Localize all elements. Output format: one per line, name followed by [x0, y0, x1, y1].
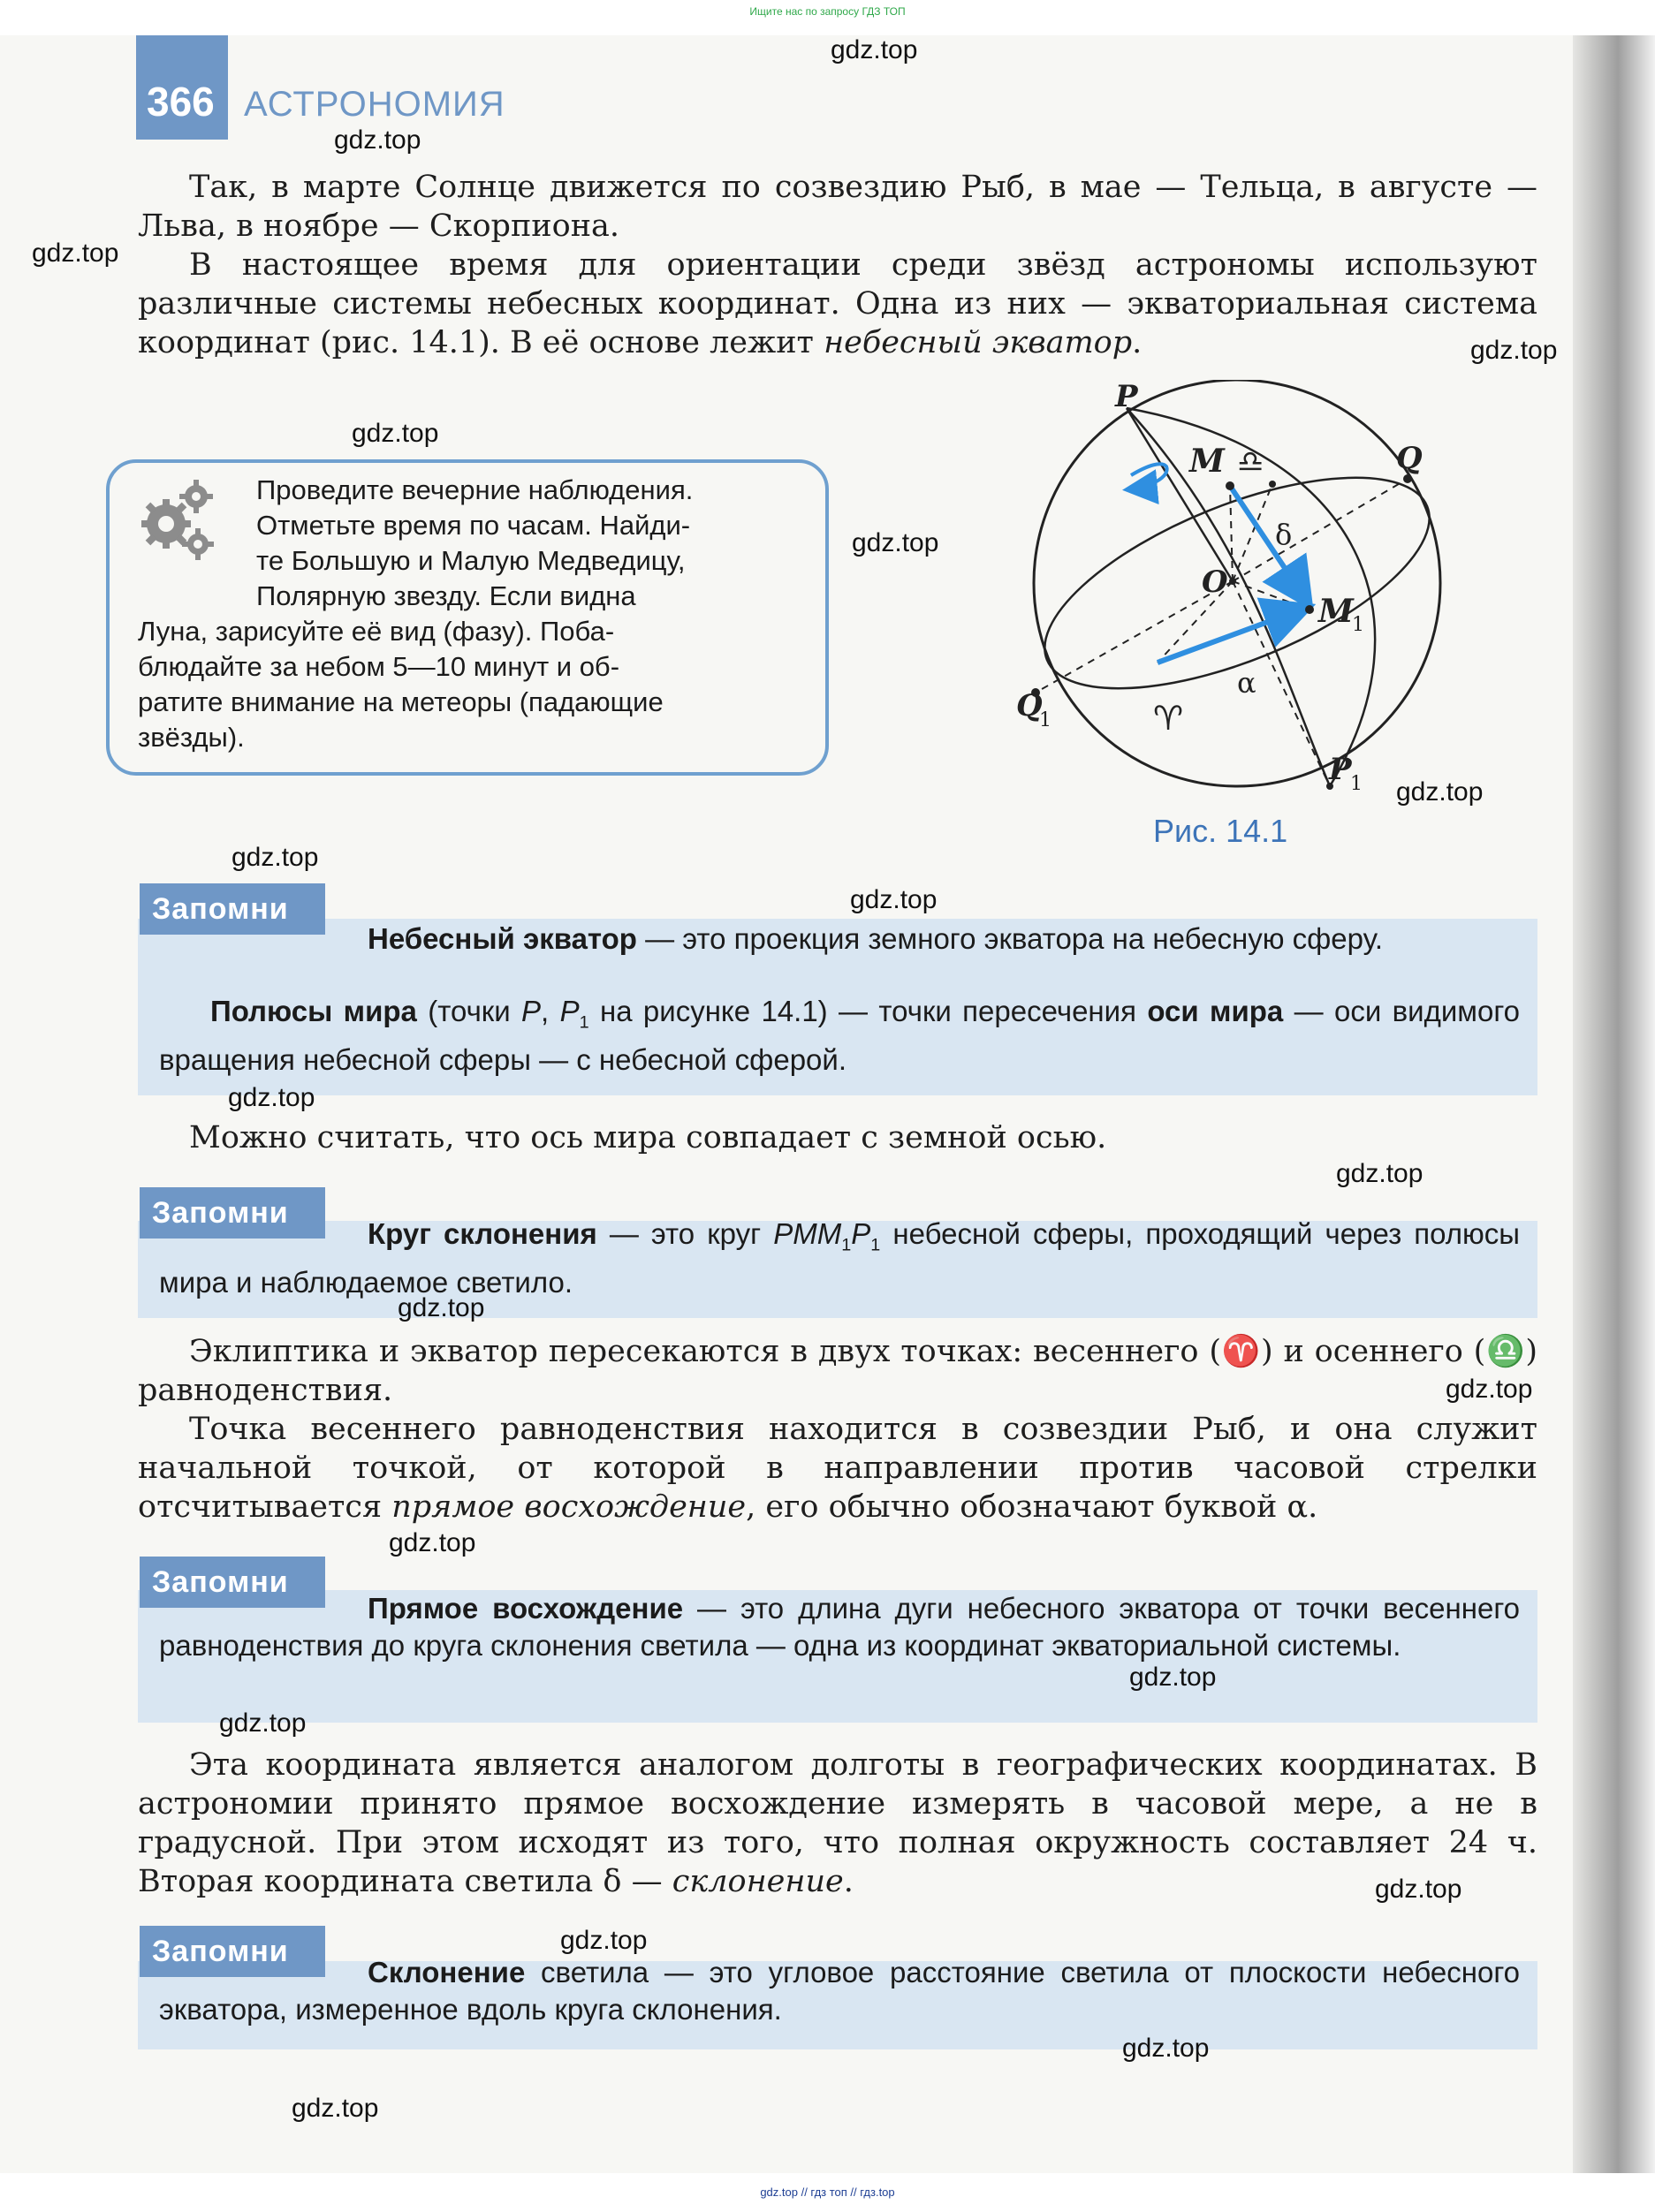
label-P1-sub: 1: [1350, 773, 1363, 795]
watermark: gdz.top: [334, 125, 421, 155]
watermark: gdz.top: [1375, 1875, 1462, 1904]
paragraph-6-text-a: Эта координата является аналогом долготы в географических координатах. В астрономии принято прямое восхождение измерять в часовой мере, а не в градусной. При этом исходят из того, что полная окружность составляет 24 ч. Вторая координата светила δ —: [138, 1747, 1537, 1899]
label-O: O: [1202, 564, 1228, 600]
point-M1: [1305, 605, 1314, 614]
watermark: gdz.top: [292, 2094, 379, 2123]
poles-p1: P: [559, 995, 580, 1027]
top-banner: Ищите нас по запросу ГДЗ ТОП: [749, 5, 906, 18]
label-Q1: Q: [1016, 688, 1043, 723]
watermark: gdz.top: [1446, 1375, 1533, 1404]
paragraph-5: [138, 1410, 1537, 1526]
task-line-3: те Большую и Малую Медведицу,: [256, 545, 686, 576]
remember-4-definition: [159, 1954, 1520, 2028]
paragraph-2: В настоящее время для ориентации среди звёзд астрономы используют различные системы небесных координат. Одна из них — экваториальная система координат (рис. 14.1). В её основе лежит небесный экватор.: [138, 247, 1537, 360]
watermark: gdz.top: [1396, 777, 1484, 807]
page-spine-shadow: [1573, 35, 1655, 2173]
gears-icon: [133, 475, 221, 564]
paragraph-5-text-a: Точка весеннего равноденствия находится в созвездии Рыб, и она служит начальной точкой, от которой в направлении против часовой стрелки отсчитывается: [138, 1412, 1537, 1525]
remember-tab-3: Запомни: [140, 1557, 325, 1608]
label-Q: Q: [1396, 441, 1423, 476]
radius-to-M: [1230, 486, 1233, 581]
remember-tab-1: Запомни: [140, 883, 325, 935]
libra-icon: ♎: [1237, 444, 1264, 480]
rotation-arrow: [1129, 464, 1167, 489]
watermark: gdz.top: [389, 1528, 476, 1557]
term-celestial-equator: небесный экватор: [824, 325, 1133, 360]
watermark: gdz.top: [228, 1083, 315, 1112]
watermark: gdz.top: [852, 528, 939, 557]
term-declination-italic: склонение: [672, 1864, 844, 1899]
point-O: [1229, 578, 1236, 585]
term-right-ascension: Прямое восхождение: [368, 1592, 684, 1625]
term-declination-circle: Круг склонения: [368, 1217, 597, 1250]
poles-sub: 1: [579, 1012, 589, 1033]
remember-4-text: светила — это угловое расстояние светила от плоскости небесного экватора, измеренное вдоль круга склонения.: [159, 1956, 1520, 2026]
watermark: gdz.top: [1470, 336, 1558, 365]
chapter-title: АСТРОНОМИЯ: [244, 85, 505, 124]
poles-text-a: (точки: [416, 995, 522, 1027]
label-delta: δ: [1275, 518, 1293, 551]
remember-tab-2: Запомни: [140, 1187, 325, 1239]
remember-2-definition: [159, 1216, 1520, 1301]
task-line-8: звёзды).: [138, 722, 245, 753]
paragraph-5-text-b: , его обычно обозначают буквой α.: [746, 1489, 1318, 1525]
bottom-banner: gdz.top // гдз топ // гдз.top: [760, 2185, 895, 2199]
watermark: gdz.top: [850, 885, 938, 914]
remember-1-definition: [159, 920, 1520, 958]
alpha-arrow: [1158, 608, 1306, 663]
watermark: gdz.top: [219, 1708, 307, 1738]
remember-tab-4: Запомни: [140, 1926, 325, 1977]
term-world-axis: оси мира: [1147, 995, 1284, 1027]
point-M: [1226, 481, 1234, 490]
task-line-4: Полярную звезду. Если видна: [256, 580, 636, 611]
term-celestial-equator-bold: Небесный экватор: [368, 922, 637, 955]
task-line-6: блюдайте за небом 5—10 минут и об-: [138, 651, 620, 682]
paragraph-2-text: В настоящее время для ориентации среди звёзд астрономы используют различные системы небесных координат. Одна из них — экваториальная система координат (рис. 14.1). В её основе лежит: [138, 247, 1537, 360]
circle-p: P: [851, 1217, 871, 1250]
paragraph-6: [138, 1746, 1537, 1901]
watermark: gdz.top: [1129, 1663, 1217, 1692]
poles-comma: ,: [541, 995, 560, 1027]
page-number: 366: [147, 79, 215, 125]
label-Q1-sub: 1: [1039, 709, 1051, 731]
term-world-poles: Полюсы мира: [210, 995, 417, 1027]
poles-text-b: на рисунке 14.1) — точки пересечения: [588, 995, 1148, 1027]
circle-sub: 1: [841, 1235, 852, 1255]
delta-arrow: [1230, 486, 1308, 602]
watermark: gdz.top: [1122, 2034, 1210, 2063]
aries-icon: ♈: [1153, 699, 1184, 738]
remember-1-def-text: — это проекция земного экватора на небесную сферу.: [636, 922, 1383, 955]
remember-2-text-b: небесной сферы, проходящий через полюсы мира и наблюдаемое светило.: [159, 1217, 1521, 1299]
circle-pmm: PMM: [773, 1217, 842, 1250]
watermark: gdz.top: [352, 419, 439, 448]
remember-3-definition: [159, 1590, 1520, 1664]
remember-2-text-a: — это круг: [596, 1217, 774, 1250]
term-declination: Склонение: [368, 1956, 526, 1989]
label-M: M: [1189, 443, 1225, 480]
paragraph-4: Эклиптика и экватор пересекаются в двух точках: весеннего (♈) и осеннего (♎) равноденствия.: [138, 1334, 1537, 1408]
poles-text-c: — оси видимого вращения небесной сферы — с небесной сферой.: [159, 995, 1520, 1076]
remember-1-poles: [159, 993, 1520, 1079]
label-P1: P: [1329, 752, 1352, 787]
watermark: gdz.top: [560, 1926, 648, 1955]
watermark: gdz.top: [232, 843, 319, 872]
watermark: gdz.top: [831, 35, 918, 64]
circle-sub-2: 1: [870, 1235, 881, 1255]
task-line-1: Проведите вечерние наблюдения.: [256, 474, 694, 505]
watermark: gdz.top: [398, 1293, 485, 1322]
label-M1-sub: 1: [1352, 614, 1364, 636]
paragraph-6-text-b: .: [843, 1864, 854, 1899]
point-libra: [1269, 481, 1276, 488]
label-alpha: α: [1237, 666, 1256, 700]
watermark: gdz.top: [32, 239, 119, 268]
remember-3-text: — это длина дуги небесного экватора от точки весеннего равноденствия до круга склонения светила — одна из координат экваториальной системы.: [159, 1592, 1521, 1662]
paragraph-3: Можно считать, что ось мира совпадает с земной осью.: [189, 1120, 1107, 1155]
label-P: P: [1115, 380, 1138, 414]
watermark: gdz.top: [1336, 1159, 1423, 1188]
task-line-2: Отметьте время по часам. Найди-: [256, 510, 691, 541]
task-line-7: ратите внимание на метеоры (падающие: [138, 686, 664, 717]
task-line-5: Луна, зарисуйте её вид (фазу). Поба-: [138, 616, 615, 647]
paragraph-1: Так, в марте Солнце движется по созвездию Рыб, в мае — Тельца, в августе — Льва, в ноябре — Скорпиона.: [138, 170, 1537, 244]
poles-p: P: [521, 995, 542, 1027]
figure-caption: Рис. 14.1: [1153, 813, 1288, 849]
label-M1: M: [1318, 593, 1354, 630]
celestial-sphere-diagram: [1016, 380, 1511, 804]
term-right-ascension-italic: прямое восхождение: [391, 1489, 747, 1525]
